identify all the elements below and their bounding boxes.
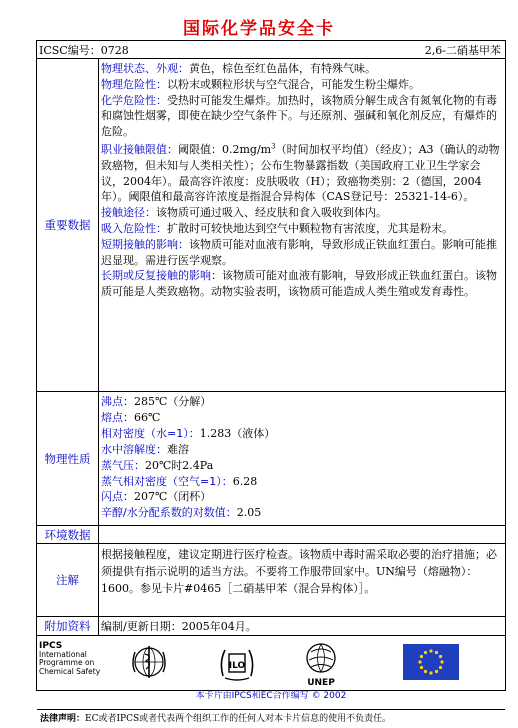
property-melting-point: 熔点：66℃ [101,410,161,424]
notes-row [37,544,505,617]
ilo-emblem-icon [217,644,257,682]
eu-star-icon [424,670,427,673]
notes-label: 注解 [37,544,99,616]
svg-text:UNEP: UNEP [307,678,335,688]
eu-star-icon [435,670,438,673]
inhalation-hazard: 吸入危险性：扩散时可较快地达到空气中颗粒物有害浓度，尤其是粉末。 [101,221,453,235]
additional-row [37,617,505,636]
eu-star-icon [440,660,443,663]
environment-row [37,526,505,544]
physical-state: 物理状态、外观：黄色，棕色至红色晶体，有特殊气味。 [101,62,376,75]
logos-row [37,636,505,710]
physical-properties-label: 物理性质 [37,392,99,525]
notes-content: 根据接触程度，建议定期进行医疗检查。该物质中毒时需采取必要的治疗措施；必须提供有指示说明的适当方法。不要将工作服带回家中。UN编号（熔融物）：1600。参见卡片#0465［二硝基甲苯（混合异构体）］。 [101,548,497,595]
exposure-limits: 职业接触限值：阈限值：$0.2mg/m^3$（时间加权平均值）（经皮）；A3（确认的动物致癌物，但未知与人类相关性）；公布生物暴露指数（美国政府工业卫生学家会议，2004年）。最高容许浓度：皮肤吸收（H）；致癌物类别：2（德国，2004年）。阈限值和最高容许浓度是指混合异构体（CAS登记号：25321-14-6）。 [101,142,500,204]
eu-star-icon [429,671,432,674]
physical-hazard: 物理危险性：以粉末或颗粒形状与空气混合，可能发生粉尘爆炸。 [101,77,420,91]
important-data-label: 重要数据 [37,59,99,391]
safety-card [36,40,506,724]
eu-star-icon [420,655,423,658]
environment-label: 环境数据 [37,526,99,543]
physical-properties-content [99,392,505,525]
chemical-name: 2,6-二硝基甲苯 [424,44,501,57]
legal-notice: 法律声明：EC或者IPCS或者代表两个组织工作的任何人对本卡片信息的使用不负责任。 [40,714,392,724]
card-header [37,41,505,59]
eu-star-icon [439,655,442,658]
eu-star-icon [420,666,423,669]
eu-flag-icon [403,644,459,680]
short-term-effects: 短期接触的影响：该物质可能对血液有影响，导致形成正铁血红蛋白。影响可能推迟显现。需进行医学观察。 [101,237,497,267]
property-boiling-point: 沸点：285℃（分解） [101,395,212,408]
additional-label: 附加资料 [37,617,99,635]
additional-content: 编制/更新日期：2005年04月。 [101,620,257,633]
exposure-routes: 接触途径：该物质可通过吸入、经皮肤和食入吸收到体内。 [101,206,387,220]
property-relative-density: 相对密度（水=1）：1.283（液体） [101,426,276,440]
environment-content [99,526,505,543]
property-vapour-pressure: 蒸气压：20℃时2.4Pa [101,458,214,472]
ipcs-logo-text: IPCS International Programme on Chemical Safety [39,641,101,676]
chemical-hazard: 化学危险性：受热时可能发生爆炸。加热时，该物质分解生成含有氮氧化物的有毒和腐蚀性烟雾，即使在缺少空气条件下。与还原剂、强碱和氧化剂反应，有爆炸的危险。 [101,93,497,139]
eu-star-icon [418,660,421,663]
property-flash-point: 闪点：207℃（闭杯） [101,490,212,504]
eu-star-icon [424,651,427,654]
long-term-effects: 长期或反复接触的影响：该物质可能对血液有影响，导致形成正铁血红蛋白。该物质可能是人类致癌物。动物实验表明，该物质可能造成人类生殖或发育毒性。 [101,269,497,299]
unep-emblem-icon [299,640,343,688]
who-emblem-icon [129,642,169,682]
eu-star-icon [439,666,442,669]
logos-area [37,636,505,709]
property-vapour-density: 蒸气相对密度（空气=1）：6.28 [101,474,258,488]
property-log-pow: 辛醇/水分配系数的对数值：2.05 [101,506,262,520]
physical-properties-row [37,392,505,526]
logos-footer: 本卡片由IPCS和EC合作编写 © 2002 [195,691,347,701]
eu-star-icon [435,651,438,654]
eu-star-icon [429,649,432,652]
important-data-content [99,59,505,391]
icsc-number: ICSC编号：0728 [39,44,129,57]
important-data-row [37,59,505,392]
svg-text:ILO: ILO [228,661,246,671]
card-title: 国际化学品安全卡 [183,19,335,39]
property-water-solubility: 水中溶解度：难溶 [101,442,189,456]
